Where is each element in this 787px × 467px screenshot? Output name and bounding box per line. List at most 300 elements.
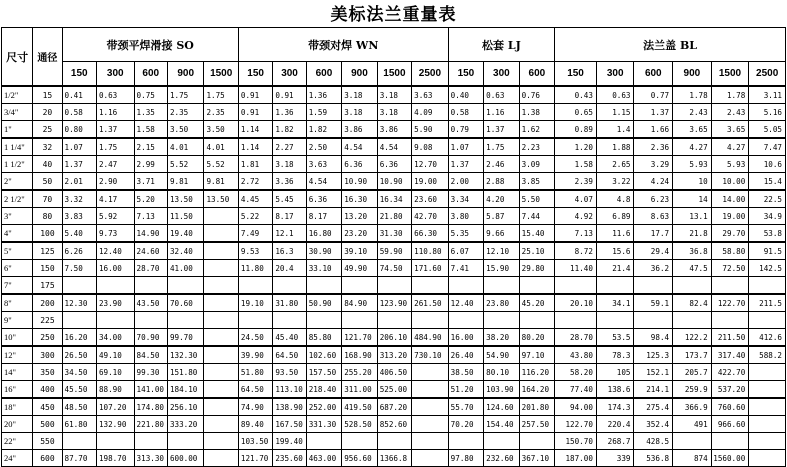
weight-cell: 78.3 [596,346,634,364]
weight-cell: 12.70 [412,156,449,173]
pressure-class-header: 900 [167,62,204,87]
weight-cell: 9.08 [412,138,449,156]
weight-cell [134,277,167,295]
weight-cell: 1.37 [634,104,673,121]
weight-cell: 3.80 [448,208,483,225]
weight-cell: 1.38 [519,104,555,121]
weight-cell: 199.40 [273,433,306,450]
weight-cell [204,346,238,364]
weight-cell: 4.01 [204,138,238,156]
weight-cell: 0.63 [484,86,519,104]
weight-cell: 6.89 [596,208,634,225]
weight-cell: 13.50 [204,190,238,208]
weight-cell: 10.90 [342,173,377,191]
table-row [2,190,786,208]
weight-cell: 103.90 [484,381,519,399]
weight-cell [555,277,597,295]
weight-cell: 1.75 [96,138,134,156]
size-cell: 1" [2,121,33,139]
weight-cell [412,433,449,450]
weight-cell [412,364,449,381]
weight-cell: 36.2 [634,260,673,277]
weight-cell [134,312,167,329]
weight-cell [62,277,96,295]
weight-cell: 38.20 [484,329,519,347]
weight-cell [204,398,238,416]
pressure-class-header: 2500 [749,62,786,87]
weight-cell: 20.4 [273,260,306,277]
weight-cell: 30.90 [306,242,341,260]
weight-cell: 10 [673,173,712,191]
weight-cell: 13.20 [342,208,377,225]
weight-cell: 339 [596,450,634,467]
weight-cell: 6.36 [306,190,341,208]
weight-cell: 3.18 [342,86,377,104]
weight-cell [555,312,597,329]
weight-cell [342,277,377,295]
weight-cell: 34.9 [749,208,786,225]
weight-cell: 58.20 [555,364,597,381]
dn-cell: 70 [33,190,62,208]
weight-cell: 28.70 [134,260,167,277]
weight-cell: 12.40 [96,242,134,260]
weight-cell: 3.50 [204,121,238,139]
weight-cell: 966.60 [711,416,749,433]
weight-cell: 463.00 [306,450,341,467]
weight-cell: 132.90 [96,416,134,433]
flange-weight-table [1,27,786,467]
weight-cell: 157.50 [306,364,341,381]
weight-cell: 4.54 [377,138,411,156]
weight-cell: 7.50 [62,260,96,277]
weight-cell: 24.50 [238,329,272,347]
size-cell: 9" [2,312,33,329]
weight-cell: 4.07 [555,190,597,208]
weight-cell [273,277,306,295]
weight-cell: 132.30 [167,346,204,364]
weight-cell: 45.40 [273,329,306,347]
weight-cell: 7.13 [555,225,597,243]
weight-cell: 0.58 [448,104,483,121]
weight-cell: 34.1 [596,294,634,312]
weight-cell: 45.20 [519,294,555,312]
weight-cell [204,450,238,467]
weight-cell: 110.80 [412,242,449,260]
weight-cell: 235.60 [273,450,306,467]
dn-cell: 20 [33,104,62,121]
weight-cell: 3.85 [519,173,555,191]
weight-cell: 5.52 [204,156,238,173]
weight-cell: 5.92 [96,208,134,225]
weight-cell: 1.16 [484,104,519,121]
weight-cell: 1.58 [555,156,597,173]
weight-cell: 1.66 [634,121,673,139]
weight-cell [673,312,712,329]
weight-cell: 99.70 [167,329,204,347]
table-row [2,346,786,364]
weight-cell: 77.40 [555,381,597,399]
table-row [2,260,786,277]
dn-cell: 32 [33,138,62,156]
weight-cell: 4.17 [96,190,134,208]
weight-cell: 6.23 [634,190,673,208]
weight-cell: 600.00 [167,450,204,467]
weight-cell: 142.5 [749,260,786,277]
weight-cell: 5.35 [448,225,483,243]
weight-cell: 123.90 [377,294,411,312]
size-cell: 10" [2,329,33,347]
table-row [2,242,786,260]
size-cell: 12" [2,346,33,364]
weight-cell: 1560.00 [711,450,749,467]
weight-cell: 6.36 [377,156,411,173]
weight-cell [204,277,238,295]
weight-cell [377,433,411,450]
weight-cell: 687.20 [377,398,411,416]
weight-cell: 9.66 [484,225,519,243]
table-row [2,312,786,329]
weight-cell: 7.49 [238,225,272,243]
weight-cell [749,450,786,467]
dn-cell: 15 [33,86,62,104]
table-row [2,225,786,243]
table-row [2,121,786,139]
size-cell: 1/2" [2,86,33,104]
group-header-so: 带颈平焊滑接 SO [62,28,238,62]
weight-cell: 16.3 [273,242,306,260]
weight-cell: 2.46 [484,156,519,173]
weight-cell: 1.4 [596,121,634,139]
weight-cell: 12.40 [448,294,483,312]
weight-cell: 0.91 [273,86,306,104]
weight-cell: 3.22 [596,173,634,191]
weight-cell [448,277,483,295]
weight-cell: 5.20 [134,190,167,208]
weight-cell: 536.8 [634,450,673,467]
weight-cell: 42.70 [412,208,449,225]
weight-cell: 168.90 [342,346,377,364]
weight-cell: 3.83 [62,208,96,225]
weight-cell: 141.00 [134,381,167,399]
weight-cell: 58.80 [711,242,749,260]
weight-cell: 89.40 [238,416,272,433]
weight-cell [167,312,204,329]
size-cell: 22" [2,433,33,450]
weight-cell [306,277,341,295]
weight-cell [96,277,134,295]
weight-cell: 3.09 [519,156,555,173]
weight-cell: 528.50 [342,416,377,433]
pressure-class-header: 600 [306,62,341,87]
pressure-class-header: 2500 [412,62,449,87]
dn-cell: 500 [33,416,62,433]
weight-cell: 38.50 [448,364,483,381]
weight-cell: 184.10 [167,381,204,399]
weight-cell: 221.80 [134,416,167,433]
weight-cell: 1.82 [273,121,306,139]
weight-cell: 1.07 [62,138,96,156]
weight-cell: 91.5 [749,242,786,260]
size-cell: 18" [2,398,33,416]
weight-cell: 85.80 [306,329,341,347]
weight-cell: 39.90 [238,346,272,364]
weight-cell: 218.40 [306,381,341,399]
weight-cell: 33.10 [306,260,341,277]
weight-cell: 6.26 [62,242,96,260]
weight-cell [306,433,341,450]
weight-cell: 53.8 [749,225,786,243]
weight-cell: 5.90 [412,121,449,139]
weight-cell [342,312,377,329]
weight-cell [412,381,449,399]
weight-cell: 1.07 [448,138,483,156]
weight-cell: 116.20 [519,364,555,381]
weight-cell: 1.37 [448,156,483,173]
weight-cell: 97.10 [519,346,555,364]
size-cell: 1 1/4" [2,138,33,156]
weight-cell [62,433,96,450]
weight-cell: 2.65 [596,156,634,173]
weight-cell: 7.41 [448,260,483,277]
weight-cell [749,398,786,416]
weight-cell: 82.4 [673,294,712,312]
table-row [2,294,786,312]
weight-cell: 26.40 [448,346,483,364]
weight-cell: 48.50 [62,398,96,416]
weight-cell: 205.7 [673,364,712,381]
weight-cell [238,312,272,329]
weight-cell [519,277,555,295]
weight-cell [134,433,167,450]
weight-cell [204,381,238,399]
size-cell: 1 1/2" [2,156,33,173]
weight-cell: 0.58 [62,104,96,121]
weight-cell: 2.01 [62,173,96,191]
weight-cell: 852.60 [377,416,411,433]
weight-cell: 3.18 [273,156,306,173]
pressure-class-header: 300 [273,62,306,87]
size-cell: 8" [2,294,33,312]
weight-cell: 39.10 [342,242,377,260]
weight-cell: 484.90 [412,329,449,347]
weight-cell: 15.4 [749,173,786,191]
weight-cell: 21.8 [673,225,712,243]
weight-cell: 31.30 [377,225,411,243]
weight-cell: 41.00 [167,260,204,277]
size-cell: 7" [2,277,33,295]
weight-cell: 80.10 [484,364,519,381]
weight-cell: 53.5 [596,329,634,347]
table-row [2,398,786,416]
weight-cell: 23.80 [484,294,519,312]
weight-cell: 74.50 [377,260,411,277]
weight-cell: 151.80 [167,364,204,381]
weight-cell: 537.20 [711,381,749,399]
weight-cell: 49.90 [342,260,377,277]
weight-cell: 730.10 [412,346,449,364]
weight-cell: 3.50 [167,121,204,139]
weight-cell: 50.90 [306,294,341,312]
weight-cell: 2.39 [555,173,597,191]
weight-cell: 11.40 [555,260,597,277]
weight-cell [204,225,238,243]
weight-cell: 16.20 [62,329,96,347]
weight-cell: 232.60 [484,450,519,467]
pressure-class-header: 150 [62,62,96,87]
weight-cell: 16.00 [448,329,483,347]
weight-cell: 268.7 [596,433,634,450]
dn-cell: 200 [33,294,62,312]
weight-cell: 16.80 [306,225,341,243]
weight-cell: 21.80 [377,208,411,225]
weight-cell: 94.00 [555,398,597,416]
weight-cell: 8.72 [555,242,597,260]
weight-cell: 43.50 [134,294,167,312]
size-cell: 6" [2,260,33,277]
weight-cell: 22.5 [749,190,786,208]
weight-cell: 0.40 [448,86,483,104]
size-cell: 5" [2,242,33,260]
weight-cell: 29.4 [634,242,673,260]
weight-cell: 107.20 [96,398,134,416]
weight-cell [377,277,411,295]
weight-cell: 760.60 [711,398,749,416]
weight-cell: 138.6 [596,381,634,399]
weight-cell: 3.63 [306,156,341,173]
weight-cell: 102.60 [306,346,341,364]
table-row [2,138,786,156]
weight-cell: 15.90 [484,260,519,277]
group-header-bl: 法兰盖 BL [555,28,786,62]
pressure-class-header: 600 [634,62,673,87]
weight-cell: 206.10 [377,329,411,347]
weight-cell: 3.65 [673,121,712,139]
weight-cell: 64.50 [238,381,272,399]
weight-cell: 5.87 [484,208,519,225]
weight-cell: 31.80 [273,294,306,312]
pressure-class-header: 1500 [377,62,411,87]
weight-cell: 59.1 [634,294,673,312]
weight-cell: 138.90 [273,398,306,416]
weight-cell [167,277,204,295]
weight-cell [204,260,238,277]
weight-cell: 55.70 [448,398,483,416]
weight-cell: 64.50 [273,346,306,364]
weight-cell: 150.70 [555,433,597,450]
weight-cell: 51.80 [238,364,272,381]
dn-cell: 125 [33,242,62,260]
weight-cell: 588.2 [749,346,786,364]
weight-cell [711,312,749,329]
weight-cell: 2.15 [134,138,167,156]
group-header-wn: 带颈对焊 WN [238,28,448,62]
weight-cell: 19.40 [167,225,204,243]
weight-cell: 491 [673,416,712,433]
weight-cell: 2.88 [484,173,519,191]
weight-cell [204,329,238,347]
weight-cell: 2.43 [673,104,712,121]
page-title: 美标法兰重量表 [330,5,457,25]
weight-cell [484,277,519,295]
dn-cell: 450 [33,398,62,416]
weight-cell: 1.37 [62,156,96,173]
weight-cell: 4.54 [342,138,377,156]
weight-cell: 333.20 [167,416,204,433]
weight-cell [634,312,673,329]
pressure-class-header: 300 [96,62,134,87]
weight-cell: 0.91 [238,104,272,121]
weight-cell: 255.20 [342,364,377,381]
weight-cell: 317.40 [711,346,749,364]
weight-cell: 29.70 [711,225,749,243]
weight-cell: 88.90 [96,381,134,399]
weight-cell [749,277,786,295]
weight-cell: 1.14 [238,138,272,156]
weight-cell: 0.80 [62,121,96,139]
dn-cell: 350 [33,364,62,381]
weight-cell: 124.60 [484,398,519,416]
weight-cell: 2.99 [134,156,167,173]
weight-cell: 3.11 [749,86,786,104]
weight-cell: 313.30 [134,450,167,467]
weight-cell: 1.37 [484,121,519,139]
weight-cell: 10.6 [749,156,786,173]
weight-cell: 5.50 [519,190,555,208]
weight-cell: 0.63 [96,86,134,104]
weight-cell: 9.73 [96,225,134,243]
weight-cell: 3.29 [634,156,673,173]
weight-cell: 428.5 [634,433,673,450]
weight-cell: 23.60 [412,190,449,208]
size-cell: 4" [2,225,33,243]
weight-cell: 171.60 [412,260,449,277]
weight-cell: 956.60 [342,450,377,467]
group-header-lj: 松套 LJ [448,28,554,62]
weight-cell: 121.70 [238,450,272,467]
weight-cell: 211.5 [749,294,786,312]
weight-cell: 0.76 [519,86,555,104]
weight-cell: 0.41 [62,86,96,104]
weight-cell [412,312,449,329]
weight-cell: 12.10 [484,242,519,260]
weight-cell: 2.00 [448,173,483,191]
size-cell: 24" [2,450,33,467]
weight-cell: 1.88 [596,138,634,156]
weight-cell: 14.00 [711,190,749,208]
weight-cell: 19.10 [238,294,272,312]
weight-cell: 4.27 [673,138,712,156]
weight-cell: 874 [673,450,712,467]
pressure-class-header: 150 [238,62,272,87]
weight-cell: 2.36 [634,138,673,156]
weight-cell: 23.20 [342,225,377,243]
weight-cell: 99.30 [134,364,167,381]
weight-cell [412,398,449,416]
weight-cell [596,277,634,295]
weight-cell: 17.7 [634,225,673,243]
weight-cell: 2.72 [238,173,272,191]
weight-cell: 5.40 [62,225,96,243]
weight-cell: 5.05 [749,121,786,139]
weight-cell: 6.07 [448,242,483,260]
table-row [2,208,786,225]
weight-cell: 122.70 [555,416,597,433]
size-header: 尺寸 [2,28,33,87]
weight-cell: 16.00 [96,260,134,277]
weight-cell: 5.93 [711,156,749,173]
weight-cell: 1.14 [238,121,272,139]
weight-cell: 97.80 [448,450,483,467]
